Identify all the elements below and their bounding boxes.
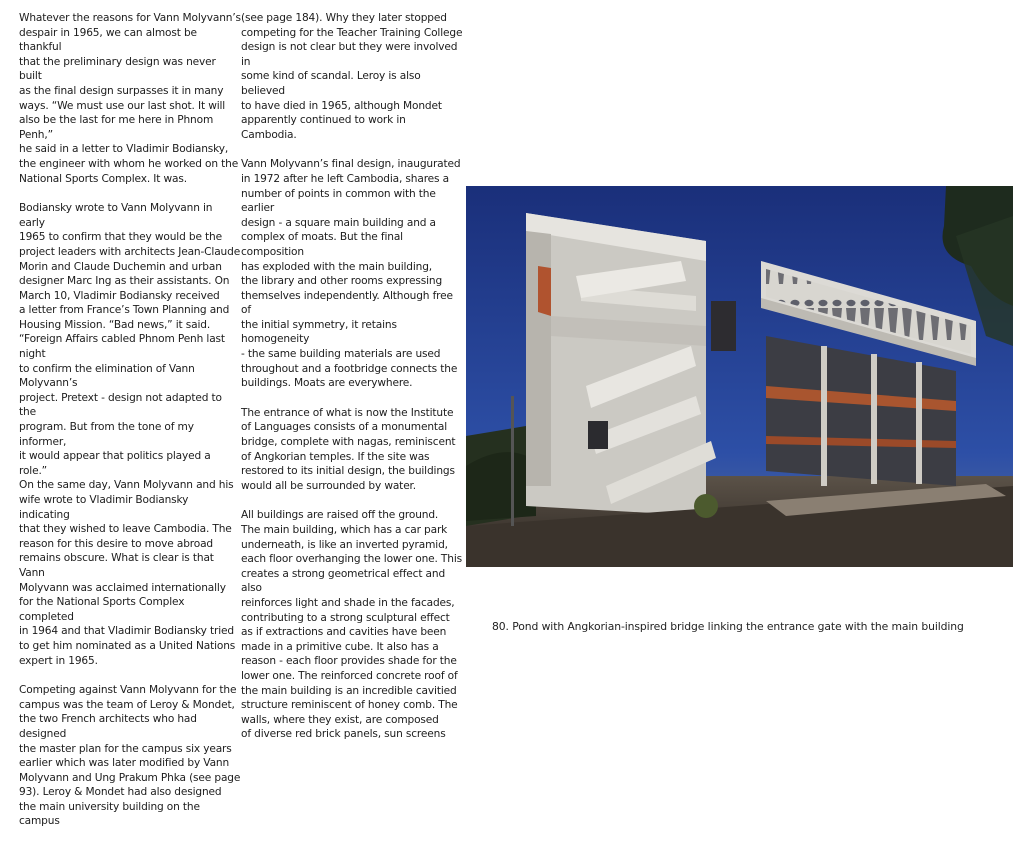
paragraph: Vann Molyvann’s final design, inaugurated in 1972 after he left Cambodia, shares a number of points in common with the earlier design - a square main building and a complex of moats. But the final composition has exploded with the main building, the library and other rooms expressing themselves independently. Although free of the initial symmetry, it retains homogeneity - the same building materials are used throughout and a footbridge connects the buildings. Moats are everywhere. (241, 158, 461, 390)
building-photo (466, 186, 1013, 567)
paragraph: Bodiansky wrote to Vann Molyvann in early 1965 to confirm that they would be the project leaders with architects Jean-Claude Morin and Claude Duchemin and urban designer Marc Ing as their assistants. On March 10, Vladimir Bodiansky received a letter from France’s Town Planning and Housing Mission. “Bad news,” it said. “Foreign Affairs cabled Phnom Penh last night to confirm the elimination of Vann Molyvann’s project. Pretext - design not adapted to the program. But from the tone of my informer, it would appear that politics played a role.” On the same day, Vann Molyvann and his wife wrote to Vladimir Bodiansky indicating that they wished to leave Cambodia. The reason for this desire to move abroad remains obscure. What is clear is that Vann Molyvann was acclaimed internationally for the National Sports Complex completed in 1964 and that Vladimir Bodiansky tried to get him nominated as a United Nations expert in 1965. (19, 202, 241, 667)
paragraph: Whatever the reasons for Vann Molyvann’s despair in 1965, we can almost be thankful that the preliminary design was never built as the final design surpasses it in many ways. “We must use our last shot. It will also be the last for me here in Phnom Penh,” he said in a letter to Vladimir Bodiansky, the engineer with whom he worked on the National Sports Complex. It was. (19, 12, 241, 185)
text-column-left (19, 11, 241, 844)
paragraph: The entrance of what is now the Institute of Languages consists of a monumental bridge, complete with nagas, reminiscent of Angkorian temples. If the site was restored to its initial design, the buildings would all be surrounded by water. (241, 406, 456, 492)
paragraph: All buildings are raised off the ground. The main building, which has a car park underneath, is like an inverted pyramid, each floor overhanging the lower one. This creates a strong geometrical effect and also reinforces light and shade in the facades, contributing to a strong sculptural effect as if extractions and cavities have been made in a primitive cube. It also has a reason - each floor provides shade for the lower one. The reinforced concrete roof of the main building is an incredible cavitied structure reminiscent of honey comb. The walls, where they exist, are composed of diverse red brick panels, sun screens (241, 509, 462, 741)
paragraph: (see page 184). Why they later stopped competing for the Teacher Training College design is not clear but they were involved in some kind of scandal. Leroy is also believed to have died in 1965, although Mondet apparently continued to work in Cambodia. (241, 12, 463, 141)
paragraph: Competing against Vann Molyvann for the campus was the team of Leroy & Mondet, the two French architects who had designed the master plan for the campus six years earlier which was later modified by Vann Molyvann and Ung Prakum Phka (see page 93). Leroy & Mondet had also designed the main university building on the campus (19, 684, 241, 828)
text-column-middle (241, 11, 463, 757)
figure-caption: 80. Pond with Angkorian-inspired bridge linking the entrance gate with the main building (492, 620, 964, 633)
